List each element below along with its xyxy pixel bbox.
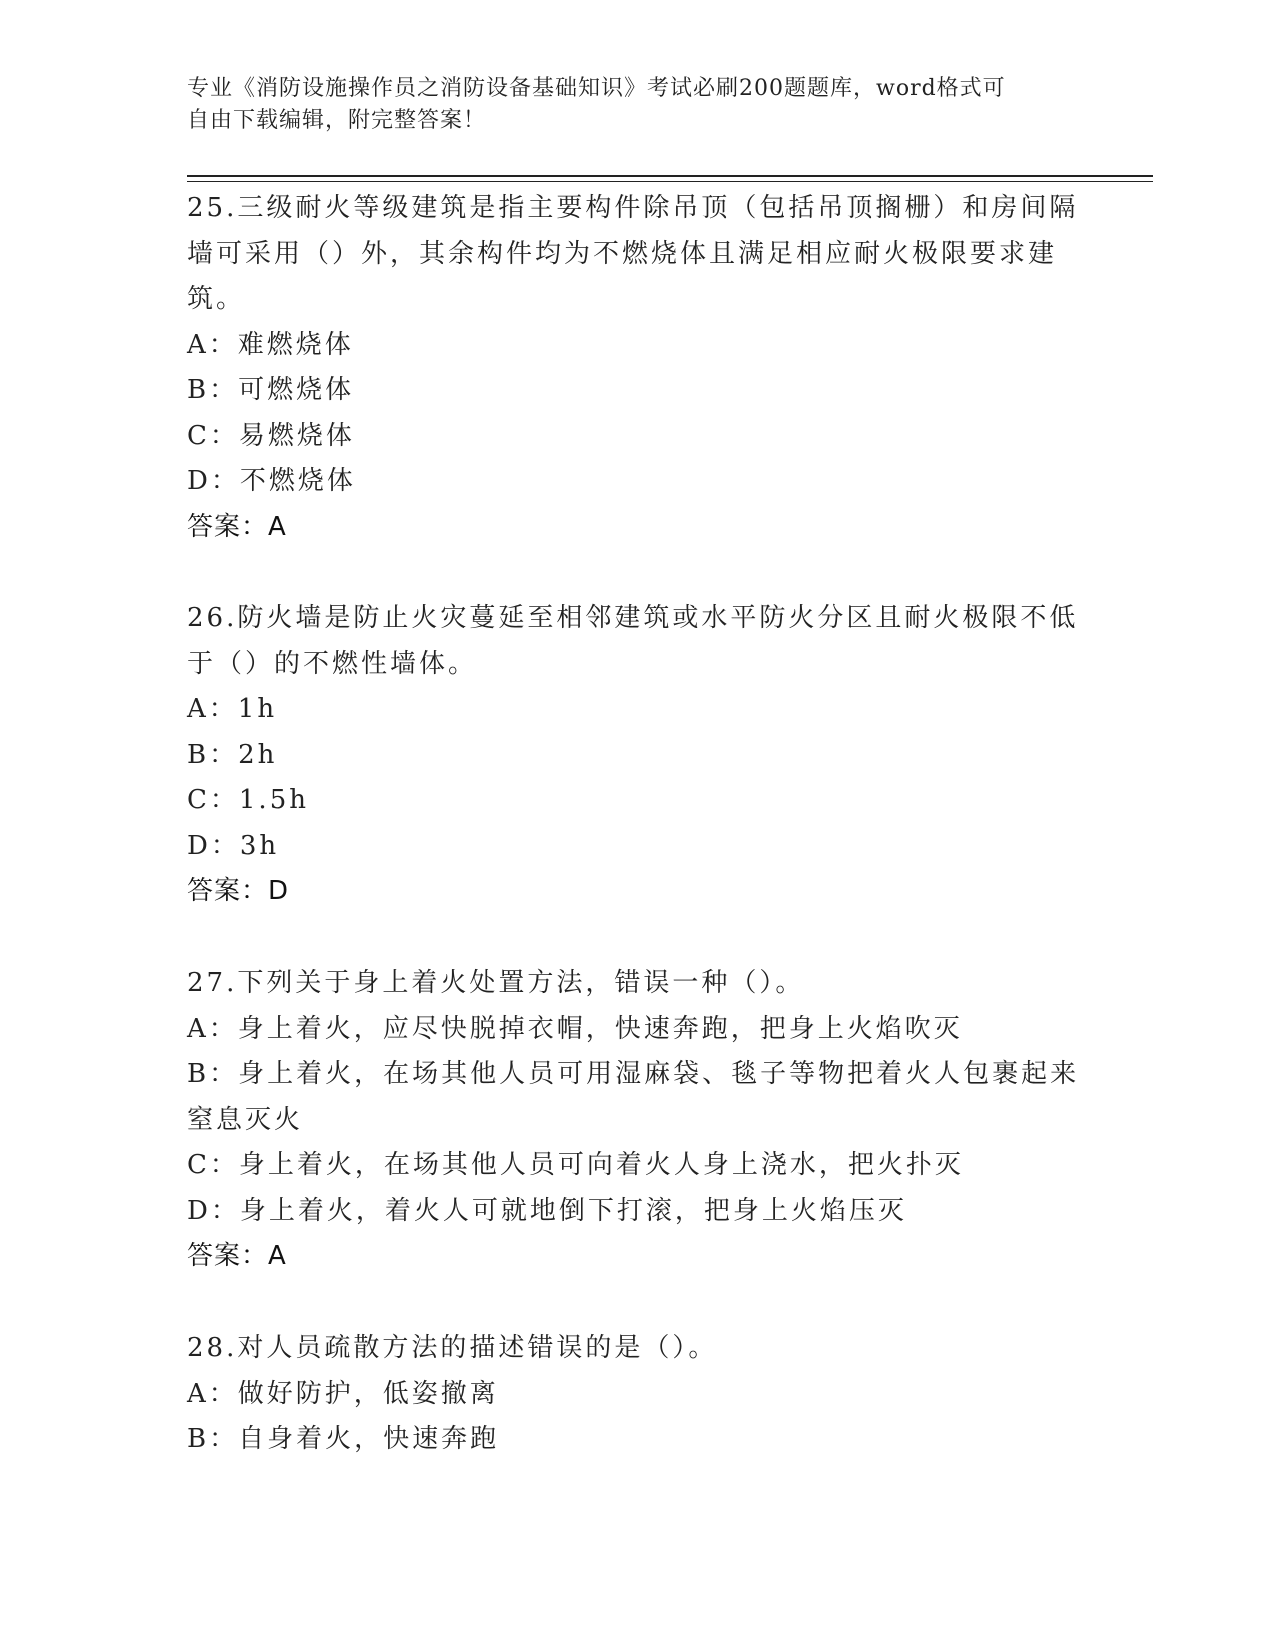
- question-stem-line: 墙可采用（）外，其余构件均为不燃烧体且满足相应耐火极限要求建: [187, 238, 1058, 269]
- answer-line: 答案：A: [187, 511, 287, 542]
- answer-line: 答案：A: [187, 1241, 287, 1271]
- question-stem-line: 26.防火墙是防止火灾蔓延至相邻建筑或水平防火分区且耐火极限不低: [187, 603, 1079, 633]
- option-d: D：3h: [187, 830, 280, 861]
- question-stem-line: 于（）的不燃性墙体。: [187, 648, 478, 679]
- question-stem-line: 筑。: [187, 284, 246, 314]
- option-c: C：易燃烧体: [187, 420, 355, 451]
- question-27: [187, 961, 1087, 1280]
- option-d: D：不燃烧体: [187, 466, 356, 496]
- question-28: [187, 1326, 1087, 1463]
- header-divider-thick: [187, 175, 1153, 177]
- header-line-1: 专业《消防设施操作员之消防设备基础知识》考试必刷200题题库，word格式可: [187, 76, 1006, 101]
- header-line-2: 自由下载编辑，附完整答案！: [187, 108, 487, 133]
- option-a: A：难燃烧体: [187, 329, 354, 360]
- question-stem-line: 27.下列关于身上着火处置方法，错误一种（）。: [187, 968, 805, 998]
- answer-line: 答案：D: [187, 876, 290, 906]
- question-stem-line: 28.对人员疏散方法的描述错误的是（）。: [187, 1333, 718, 1363]
- header-divider-thin: [187, 181, 1153, 182]
- option-b: B：可燃烧体: [187, 375, 355, 405]
- option-a: A：1h: [187, 694, 278, 724]
- question-stem-line: 25.三级耐火等级建筑是指主要构件除吊顶（包括吊顶搁栅）和房间隔: [187, 193, 1079, 223]
- option-d: D：身上着火，着火人可就地倒下打滚，把身上火焰压灭: [187, 1195, 907, 1226]
- option-b: B：自身着火，快速奔跑: [187, 1424, 500, 1454]
- option-a: A：身上着火，应尽快脱掉衣帽，快速奔跑，把身上火焰吹灭: [187, 1013, 963, 1044]
- option-b: B：2h: [187, 739, 278, 770]
- option-b-continuation: 窒息灭火: [187, 1104, 304, 1135]
- question-25: [187, 186, 1087, 550]
- option-b: B：身上着火，在场其他人员可用湿麻袋、毯子等物把着火人包裹起来: [187, 1059, 1080, 1089]
- option-a: A：做好防护，低姿撤离: [187, 1378, 499, 1409]
- option-c: C：身上着火，在场其他人员可向着火人身上浇水，把火扑灭: [187, 1150, 964, 1180]
- option-c: C：1.5h: [187, 785, 309, 815]
- question-26: [187, 596, 1087, 915]
- document-header: [187, 73, 1067, 137]
